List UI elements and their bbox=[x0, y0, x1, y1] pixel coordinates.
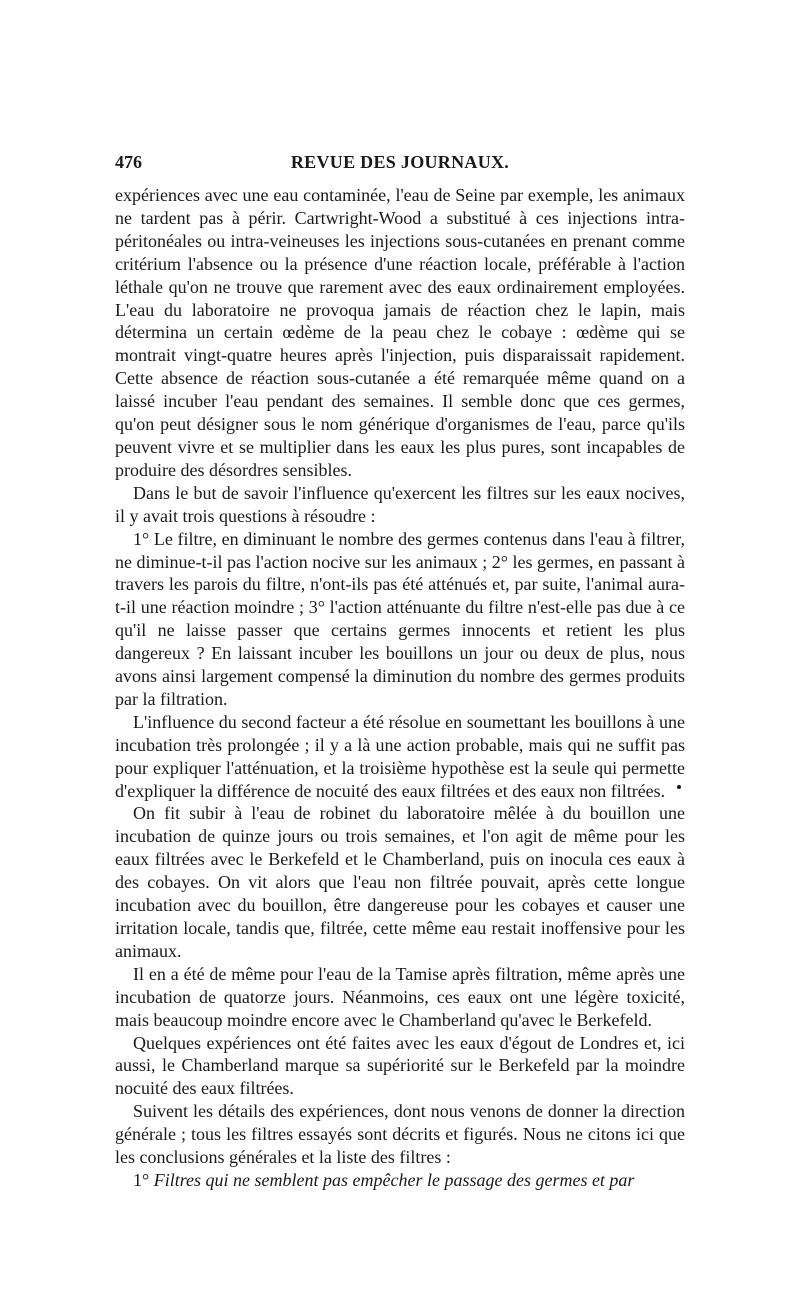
paragraph-8: Suivent les détails des expériences, dont nous venons de donner la direction générale ; tous les filtres essayés sont décrits et figurés. Nous ne citons ici que les conclusions générales et la liste des filtres : bbox=[115, 1101, 685, 1168]
paragraph-4-text: L'influence du second facteur a été résolue en soumettant les bouillons à une incubation très prolongée ; il y a là une action probable, mais qui ne suffit pas pour expliquer l'atténuation, et la troisième hypothèse est la seule qui permette d'expliquer la différence de nocuité des eaux filtrées et des eaux non filtrées. bbox=[115, 711, 685, 801]
list-item-1-text: Filtres qui ne semblent pas empêcher le passage des germes et par bbox=[153, 1169, 635, 1190]
running-title: REVUE DES JOURNAUX. bbox=[290, 152, 510, 172]
list-item-1-number: 1° bbox=[133, 1169, 150, 1190]
list-item-1 bbox=[115, 1169, 685, 1192]
paragraph-2: Dans le but de savoir l'influence qu'exercent les filtres sur les eaux nocives, il y avait trois questions à résoudre : bbox=[115, 482, 685, 526]
paragraph-1: expériences avec une eau contaminée, l'eau de Seine par exemple, les animaux ne tardent pas à périr. Cartwright-Wood a substitué à ces injections intra-péritonéales ou intra-veineuses les injections sous-cutanées en prenant comme critérium l'absence ou la présence d'une réaction locale, préférable à l'action léthale qu'on ne trouve que rarement avec des eaux ordinairement employées. L'eau du laboratoire ne provoqua jamais de réaction chez le lapin, mais détermina un certain œdème de la peau chez le cobaye : œdème qui se montrait vingt-quatre heures après l'injection, puis disparaissait rapidement. Cette absence de réaction sous-cutanée a été remarquée même quand on a laissé incuber l'eau pendant des semaines. Il semble donc que ces germes, qu'on peut désigner sous le nom générique d'organismes de l'eau, parce qu'ils peuvent vivre et se multiplier dans les eaux les plus pures, sont incapables de produire des désordres sensibles. bbox=[115, 185, 685, 480]
paragraph-4 bbox=[115, 711, 685, 803]
paragraph-6: Il en a été de même pour l'eau de la Tamise après filtration, même après une incubation de quatorze jours. Néanmoins, ces eaux ont une légère toxicité, mais beaucoup moindre encore avec le Chamberland qu'avec le Berkefeld. bbox=[115, 963, 685, 1030]
paragraph-3: 1° Le filtre, en diminuant le nombre des germes contenus dans l'eau à filtrer, ne diminue-t-il pas l'action nocive sur les animaux ; 2° les germes, en passant à travers les parois du filtre, n'ont-ils pas été atténués et, par suite, l'animal aura-t-il une réaction moindre ; 3° l'action atténuante du filtre n'est-elle pas due à ce qu'il ne laisse passer que certains germes innocents et retient les plus dangereux ? En laissant incuber les bouillons un jour ou deux de plus, nous avons ainsi largement compensé la diminution du nombre des germes produits par la filtration. bbox=[115, 528, 685, 709]
paragraph-5: On fit subir à l'eau de robinet du laboratoire mêlée à du bouillon une incubation de quinze jours ou trois semaines, et l'on agit de même pour les eaux filtrées avec le Berkefeld et le Chamberland, puis on inocula ces eaux à des cobayes. On vit alors que l'eau non filtrée pouvait, après cette longue incubation avec du bouillon, être dangereuse pour les cobayes et causer une irritation locale, tandis que, filtrée, cette même eau restait inoffensive pour les animaux. bbox=[115, 803, 685, 961]
print-speck bbox=[677, 785, 681, 789]
page-header bbox=[115, 150, 685, 176]
article-body bbox=[115, 184, 685, 1192]
paragraph-7: Quelques expériences ont été faites avec les eaux d'égout de Londres et, ici aussi, le Chamberland marque sa supériorité sur le Berkefeld par la moindre nocuité des eaux filtrées. bbox=[115, 1032, 685, 1099]
page-number: 476 bbox=[115, 152, 142, 172]
